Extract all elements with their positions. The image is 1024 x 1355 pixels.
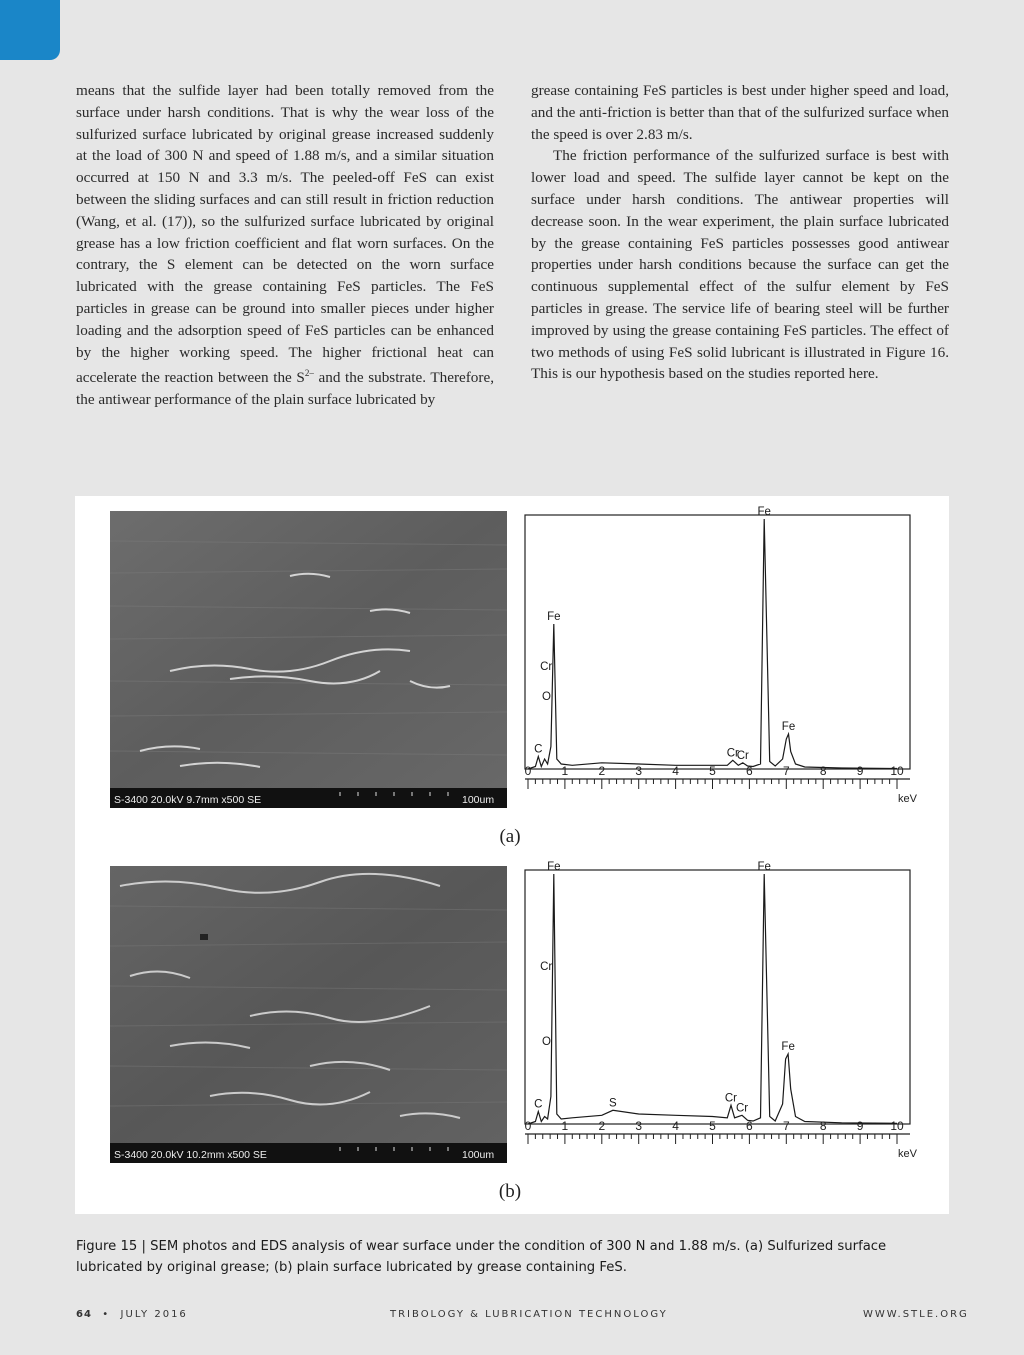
- paragraph: The friction performance of the sulfurized surface is best with lower load and speed. The sulfide layer cannot be kept on the surface under harsh conditions. The antiwear properties will decrease soon. In the wear experiment, the plain surface lubricated by the grease containing FeS particles possesses good antiwear properties under harsh conditions because the surface can get the continuous supplemental effect of the sulfur element by FeS particles in grease. The service life of bearing steel will be further improved by using the grease containing FeS particles. The effect of two methods of using FeS solid lubricant is illustrated in Figure 16. This is our hypothesis based on the studies reported here.: [531, 147, 949, 383]
- footer-dot: •: [102, 1309, 111, 1320]
- spectrum-line: [528, 519, 897, 769]
- paragraph: grease containing FeS particles is best under higher speed and load, and the anti-friction is better than that of the sulfurized surface when the speed is over 2.83 m/s.: [531, 82, 949, 143]
- tick-label: 10: [890, 764, 904, 778]
- figure-15: [75, 496, 949, 1214]
- tick-label: 6: [746, 1119, 753, 1133]
- footer-url: WWW.STLE.ORG: [863, 1309, 969, 1320]
- caption-label: Figure 15: [76, 1239, 138, 1254]
- tick-label: 0: [524, 1119, 532, 1133]
- text-column-left: [76, 80, 494, 411]
- plot-frame: [525, 515, 910, 769]
- tick-label: 3: [635, 764, 643, 778]
- tick-label: 1: [561, 1119, 569, 1133]
- text-run: means that the sulfide layer had been totally removed from the surface under harsh conditions. That is why the wear loss of the sulfurized surface lubricated by original grease increased suddenly at the load of 300 N and speed of 1.88 m/s, and a similar situation occurred at 150 N and 3.3 m/s. The peeled-off FeS can exist between the sliding surfaces and can still result in friction reduction (Wang, et al. (17)), so the sulfurized surface lubricated by original grease has a low friction coefficient and flat worn surfaces. On the contrary, the S element can be detected on the worn surface lubricated with the grease containing FeS particles. The FeS particles in grease can be ground into smaller pieces under higher loading and the adsorption speed of FeS particles can be enhanced by the higher working speed. The higher frictional heat can accelerate the reaction between the S: [76, 82, 494, 387]
- tick-label: 7: [782, 1119, 790, 1133]
- eds-spectrum-b: [515, 861, 917, 1163]
- peak-label: Cr: [726, 747, 739, 760]
- superscript: 2–: [304, 368, 314, 379]
- tick-label: 8: [819, 764, 827, 778]
- plot-frame: [525, 870, 910, 1124]
- tick-label: 6: [746, 764, 753, 778]
- spectrum-line: [528, 874, 897, 1124]
- paragraph: [76, 80, 494, 411]
- peak-label: S: [609, 1097, 617, 1110]
- eds-spectrum-a: [515, 506, 917, 808]
- caption-text: SEM photos and EDS analysis of wear surface under the condition of 300 N and 1.88 m/s. (a) Sulfurized surface lubricated by original grease; (b) plain surface lubricated by grease containing FeS.: [76, 1239, 887, 1275]
- tick-label: 8: [819, 1119, 827, 1133]
- peak-label: Cr: [724, 1092, 738, 1105]
- footer-page: [76, 1309, 188, 1320]
- text-run: and the substrate. Therefore, the antiwear performance of the plain surface lubricated by: [76, 369, 494, 409]
- tick-label: 4: [672, 764, 679, 778]
- peak-label: Fe: [547, 611, 561, 623]
- caption-separator: |: [141, 1239, 146, 1254]
- figure-caption: [76, 1236, 952, 1278]
- peak-label: Fe: [547, 861, 561, 873]
- tick-label: 2: [598, 764, 606, 778]
- corner-tab: [0, 0, 60, 60]
- sem-image-b: [110, 866, 507, 1163]
- tick-label: 2: [598, 1119, 606, 1133]
- peak-label: Fe: [781, 721, 796, 733]
- tick-label: 0: [524, 764, 532, 778]
- page-number: 64: [76, 1309, 92, 1320]
- sem-a-info: S-3400 20.0kV 9.7mm x500 SE: [114, 794, 262, 806]
- axis-unit: keV: [898, 793, 917, 805]
- eds-chart-b: [515, 861, 917, 1163]
- sem-a-scale: 100um: [462, 794, 495, 806]
- peak-label: Fe: [757, 506, 771, 518]
- peak-label: Cr: [736, 749, 749, 762]
- sem-b-info: S-3400 20.0kV 10.2mm x500 SE: [114, 1149, 267, 1161]
- sem-photo-a: [110, 511, 507, 808]
- axis-unit: keV: [898, 1148, 917, 1160]
- tick-label: 7: [782, 764, 790, 778]
- tick-label: 3: [635, 1119, 643, 1133]
- text-column-right: [531, 80, 949, 385]
- peak-label: C: [534, 743, 543, 756]
- peak-label: C: [534, 1098, 543, 1111]
- tick-label: 9: [856, 764, 864, 778]
- peak-label: O: [541, 691, 551, 703]
- peak-label: O: [541, 1036, 551, 1048]
- tick-label: 1: [561, 764, 569, 778]
- tick-label: 5: [709, 764, 716, 778]
- sem-b-scale: 100um: [462, 1149, 495, 1161]
- sem-image-a: [110, 511, 507, 808]
- tick-label: 5: [709, 1119, 716, 1133]
- footer-journal: TRIBOLOGY & LUBRICATION TECHNOLOGY: [390, 1309, 668, 1320]
- panel-label-a: (a): [499, 826, 521, 847]
- peak-label: Cr: [540, 961, 553, 973]
- peak-label: Fe: [757, 861, 771, 873]
- panel-label-b: (b): [498, 1181, 522, 1202]
- peak-label: Fe: [781, 1041, 795, 1053]
- footer-date: JULY 2016: [120, 1309, 188, 1320]
- peak-label: Cr: [735, 1102, 749, 1115]
- sem-photo-b: [110, 866, 507, 1163]
- tick-label: 10: [890, 1119, 904, 1133]
- eds-chart-a: [515, 506, 917, 808]
- peak-label: Cr: [540, 661, 553, 673]
- tick-label: 4: [672, 1119, 679, 1133]
- tick-label: 9: [856, 1119, 864, 1133]
